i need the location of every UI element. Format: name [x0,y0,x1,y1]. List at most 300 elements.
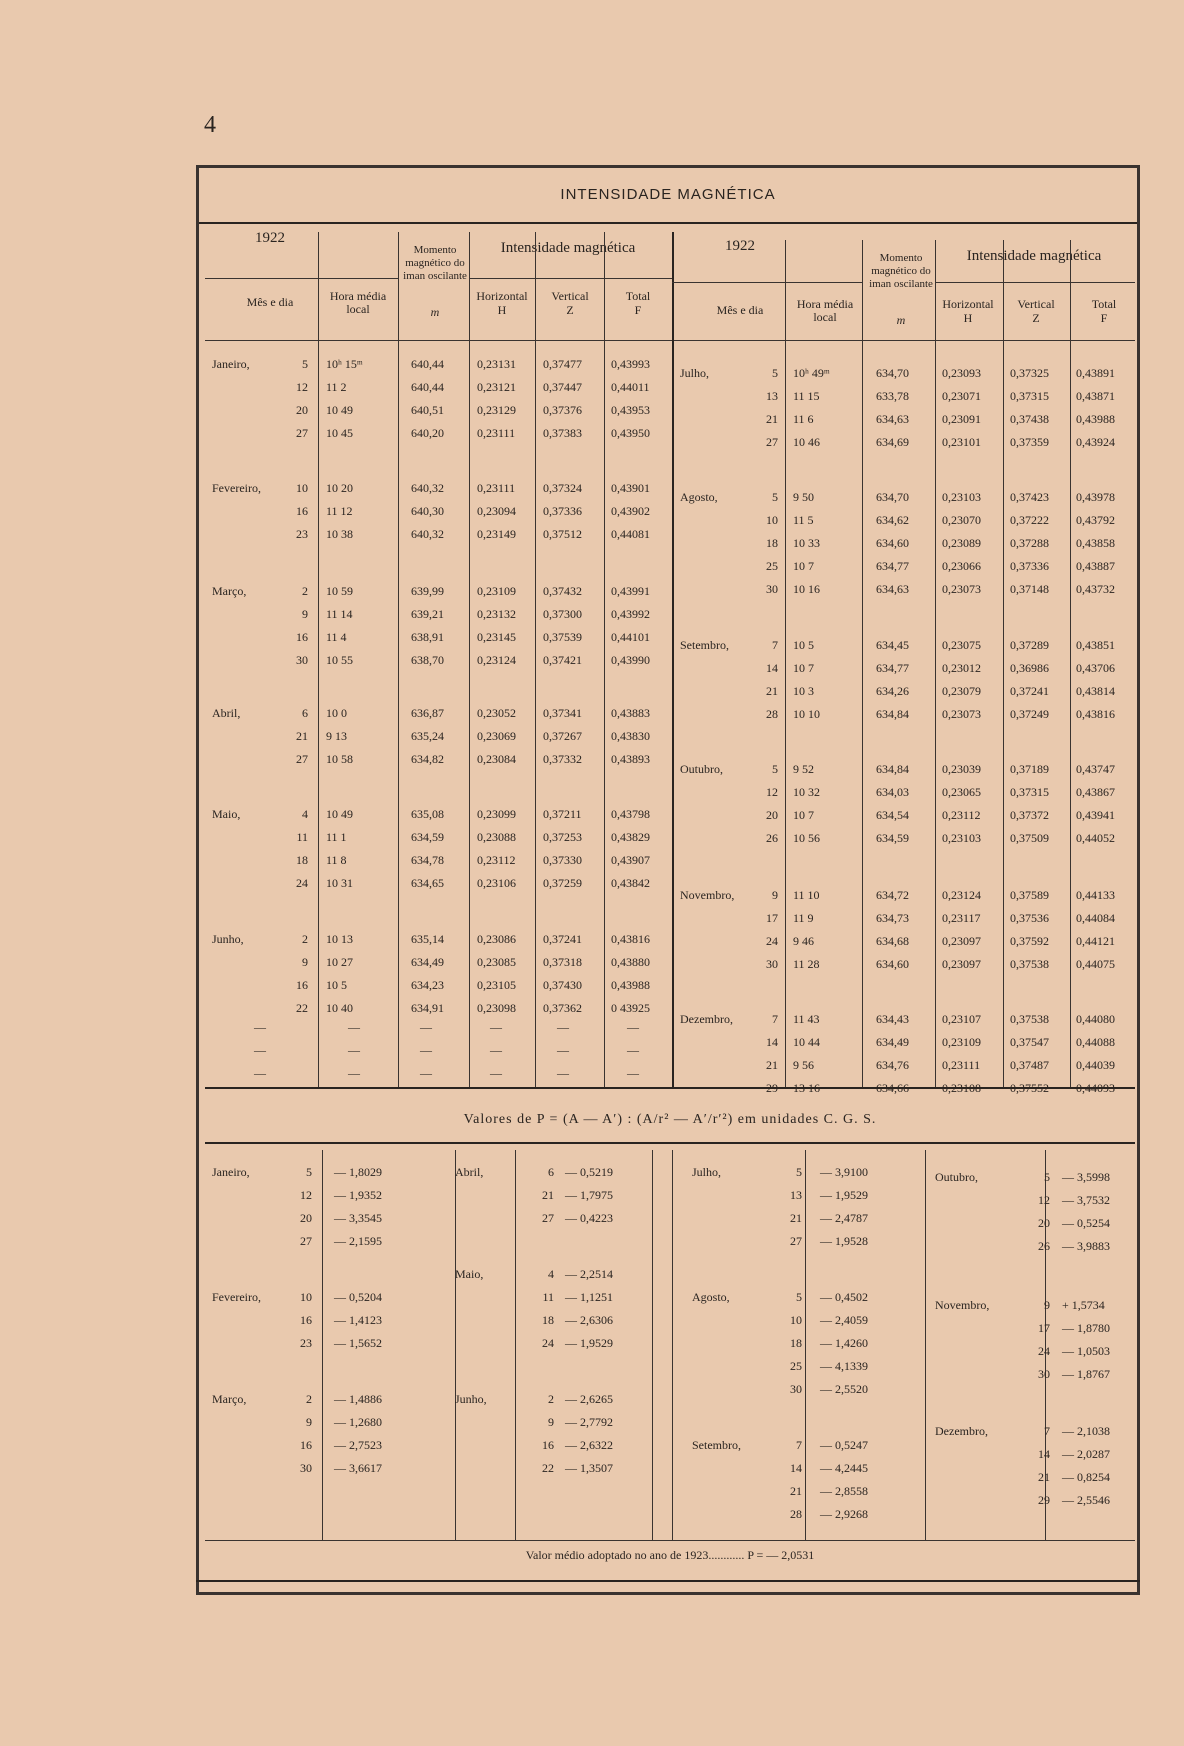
time: 10 38 [326,527,353,541]
h-value: 0,23070 [942,513,981,527]
p-value: — 1,4123 [334,1313,382,1327]
month-label: Dezembro, [680,1012,733,1026]
f-value: 0,44052 [1076,831,1115,845]
p-value: — 3,7532 [1062,1193,1110,1207]
h-value: 0,23132 [477,607,516,621]
day: 20 [296,403,308,417]
f-value: 0,44093 [1076,1081,1115,1095]
f-value: 0,43988 [1076,412,1115,426]
month-label: Julho, [680,366,710,380]
f-value: 0,43893 [611,752,650,766]
time: 10 13 [326,932,353,946]
h-value: 0,23103 [942,831,981,845]
f-value: 0,43993 [611,357,650,371]
f-value: 0,43871 [1076,389,1115,403]
p-value: — 1,9352 [334,1188,382,1202]
z-value: 0,37592 [1010,934,1049,948]
day: 5 [772,490,778,504]
header-momento-sym: m [896,313,906,327]
rule [672,232,674,1087]
p-value: — 2,5520 [820,1382,868,1396]
moment: 638,91 [411,630,444,644]
day: 21 [766,412,778,426]
day: 11 [542,1290,554,1304]
day: 24 [542,1336,554,1350]
formula: Valores de P = (A — A′) : (A/r² — A′/r′²) em unidades C. G. S. [463,1112,877,1127]
moment: 633,78 [876,389,909,403]
z-value: 0,37148 [1010,582,1049,596]
day: 4 [548,1267,554,1281]
z-value: 0,37538 [1010,1012,1049,1026]
z-value: 0,37383 [543,426,582,440]
p-value: + 1,5734 [1062,1298,1105,1312]
z-value: 0,37324 [543,481,582,495]
f-value: 0,44084 [1076,911,1115,925]
h-value: 0,23097 [942,934,981,948]
header-h-sym: H [497,303,507,317]
month-label: Maio, [212,807,241,821]
p-value: — 1,9528 [820,1234,868,1248]
year-label: 1922 [725,238,755,254]
p-value: — 1,8029 [334,1165,382,1179]
h-value: 0,23089 [942,536,981,550]
dash: — [627,1020,639,1034]
time: 10 56 [793,831,820,845]
day: 27 [790,1234,802,1248]
time: 11 4 [326,630,347,644]
day: 21 [766,684,778,698]
time: 10 58 [326,752,353,766]
f-value: 0,43792 [1076,513,1115,527]
f-value: 0,43907 [611,853,650,867]
p-value: — 1,3507 [565,1461,613,1475]
z-value: 0,37189 [1010,762,1049,776]
h-value: 0,23112 [942,808,981,822]
moment: 640,30 [411,504,444,518]
f-value: 0,43902 [611,504,650,518]
dash: — [420,1020,432,1034]
header-vertical: Vertical [1017,297,1055,311]
day: 9 [1044,1298,1050,1312]
day: 13 [766,389,778,403]
p-value: — 1,4260 [820,1336,868,1350]
month-label: Junho, [455,1392,487,1406]
time: 10 31 [326,876,353,890]
page-title: INTENSIDADE MAGNÉTICA [560,186,776,203]
day: 20 [766,808,778,822]
moment: 634,60 [876,957,909,971]
day: 25 [790,1359,802,1373]
p-value: — 0,5204 [334,1290,382,1304]
h-value: 0,23106 [477,876,516,890]
f-value: 0,43924 [1076,435,1115,449]
day: 29 [1038,1493,1050,1507]
dash: — [348,1043,360,1057]
header-intensidade: Intensidade magnética [500,240,636,256]
day: 14 [1038,1447,1050,1461]
f-value: 0,43814 [1076,684,1115,698]
day: 23 [300,1336,312,1350]
p-value: — 0,4502 [820,1290,868,1304]
day: 30 [1038,1367,1050,1381]
rule [604,232,605,1087]
day: 27 [296,752,308,766]
moment: 634,73 [876,911,909,925]
rule [398,232,399,1087]
time: 11 15 [793,389,820,403]
h-value: 0,23108 [942,1081,981,1095]
moment: 634,59 [411,830,444,844]
month-label: Fevereiro, [212,1290,261,1304]
h-value: 0,23088 [477,830,516,844]
p-value: — 2,2514 [565,1267,613,1281]
moment: 635,08 [411,807,444,821]
day: 16 [300,1438,312,1452]
time: 9 13 [326,729,347,743]
header-intensidade: Intensidade magnética [966,248,1102,264]
day: 20 [1038,1216,1050,1230]
h-value: 0,23124 [477,653,516,667]
moment: 634,77 [876,661,909,675]
f-value: 0,43829 [611,830,650,844]
p-value: — 2,0287 [1062,1447,1110,1461]
h-value: 0,23079 [942,684,981,698]
moment: 634,23 [411,978,444,992]
p-value: — 0,5247 [820,1438,868,1452]
p-value: — 1,4886 [334,1392,382,1406]
day: 12 [1038,1193,1050,1207]
rule [515,1150,516,1540]
p-value: — 1,8767 [1062,1367,1110,1381]
p-value: — 0,5219 [565,1165,613,1179]
day: 9 [302,607,308,621]
header-z-sym: Z [1032,311,1040,325]
time: 11 9 [793,911,814,925]
p-value: — 1,0503 [1062,1344,1110,1358]
h-value: 0,23052 [477,706,516,720]
f-value: 0,43798 [611,807,650,821]
day: 23 [296,527,308,541]
dash: — [557,1043,569,1057]
time: 10 5 [326,978,347,992]
month-label: Março, [212,584,247,598]
rule [469,278,672,279]
day: 5 [772,762,778,776]
h-value: 0,23131 [477,357,516,371]
z-value: 0,37325 [1010,366,1049,380]
p-value: — 2,6306 [565,1313,613,1327]
h-value: 0,23097 [942,957,981,971]
header-momento: Momento magnético do iman oscilante [869,252,933,290]
header-horizontal: Horizontal [942,297,994,311]
rule [652,1150,653,1540]
f-value: 0 43925 [611,1001,650,1015]
header-total: Total [1091,297,1117,311]
day: 30 [300,1461,312,1475]
time: 10 32 [793,785,820,799]
day: 26 [766,831,778,845]
day: 14 [766,661,778,675]
dash: — [490,1066,502,1080]
z-value: 0,37423 [1010,490,1049,504]
day: 17 [766,911,778,925]
h-value: 0,23121 [477,380,516,394]
day: 17 [1038,1321,1050,1335]
h-value: 0,23111 [477,481,516,495]
z-value: 0,37259 [543,876,582,890]
header-f-sym: F [634,303,642,317]
f-value: 0,43978 [1076,490,1115,504]
day: 27 [542,1211,554,1225]
z-value: 0,37430 [543,978,582,992]
time: 11 43 [793,1012,820,1026]
p-value: — 2,5546 [1062,1493,1110,1507]
h-value: 0,23073 [942,582,981,596]
time: 10 49 [326,807,353,821]
day: 30 [766,957,778,971]
day: 16 [296,504,308,518]
month-label: Maio, [455,1267,484,1281]
rule [205,1540,1135,1541]
month-label: Abril, [212,706,241,720]
h-value: 0,23111 [477,426,516,440]
z-value: 0,37539 [543,630,582,644]
rule [805,1150,806,1540]
z-value: 0,37241 [543,932,582,946]
z-value: 0,37421 [543,653,582,667]
f-value: 0,43941 [1076,808,1115,822]
moment: 634,78 [411,853,444,867]
z-value: 0,37332 [543,752,582,766]
day: 30 [766,582,778,596]
h-value: 0,23065 [942,785,981,799]
day: 21 [1038,1470,1050,1484]
month-label: Novembro, [935,1298,990,1312]
rule [935,240,936,1087]
moment: 634,72 [876,888,909,902]
h-value: 0,23099 [477,807,516,821]
f-value: 0,43901 [611,481,650,495]
time: 10 7 [793,808,814,822]
header-vertical: Vertical [551,289,589,303]
rule [322,1150,323,1540]
time: 10 20 [326,481,353,495]
rule [205,278,398,279]
day: 12 [766,785,778,799]
dash: — [254,1020,266,1034]
z-value: 0,37222 [1010,513,1049,527]
time: 10ʰ 15ᵐ [326,357,363,371]
header-horizontal: Horizontal [476,289,528,303]
rule [935,282,1135,283]
h-value: 0,23149 [477,527,516,541]
time: 10 46 [793,435,820,449]
f-value: 0,43851 [1076,638,1115,652]
h-value: 0,23101 [942,435,981,449]
time: 11 2 [326,380,347,394]
f-value: 0,43816 [1076,707,1115,721]
month-label: Setembro, [680,638,729,652]
day: 22 [296,1001,308,1015]
rule [785,240,786,1087]
time: 11 1 [326,830,347,844]
day: 5 [796,1290,802,1304]
day: 9 [302,955,308,969]
rule [318,232,319,1087]
p-value: — 2,1038 [1062,1424,1110,1438]
time: 11 5 [793,513,814,527]
month-label: Julho, [692,1165,722,1179]
day: 21 [766,1058,778,1072]
dash: — [627,1043,639,1057]
day: 25 [766,559,778,573]
z-value: 0,37289 [1010,638,1049,652]
day: 18 [766,536,778,550]
day: 21 [790,1211,802,1225]
moment: 634,63 [876,582,909,596]
month-label: Outubro, [935,1170,978,1184]
moment: 634,84 [876,707,909,721]
f-value: 0,43880 [611,955,650,969]
h-value: 0,23124 [942,888,981,902]
rule [672,1150,673,1540]
z-value: 0,37509 [1010,831,1049,845]
p-value: — 2,7792 [565,1415,613,1429]
h-value: 0,23129 [477,403,516,417]
z-value: 0,37253 [543,830,582,844]
rule [205,340,1135,341]
header-momento: Momento magnético do iman oscilante [403,244,467,282]
z-value: 0,37241 [1010,684,1049,698]
p-value: — 1,2680 [334,1415,382,1429]
time: 9 46 [793,934,814,948]
h-value: 0,23086 [477,932,516,946]
z-value: 0,37432 [543,584,582,598]
time: 11 6 [793,412,814,426]
z-value: 0,37249 [1010,707,1049,721]
time: 10 3 [793,684,814,698]
header-h-sym: H [963,311,973,325]
moment: 634,62 [876,513,909,527]
p-value: — 3,6617 [334,1461,382,1475]
f-value: 0,44075 [1076,957,1115,971]
h-value: 0,23091 [942,412,981,426]
z-value: 0,37487 [1010,1058,1049,1072]
month-label: Agosto, [692,1290,730,1304]
day: 16 [542,1438,554,1452]
day: 21 [542,1188,554,1202]
z-value: 0,37318 [543,955,582,969]
month-label: Novembro, [680,888,735,902]
p-value: — 4,1339 [820,1359,868,1373]
moment: 634,63 [876,412,909,426]
month-label: Março, [212,1392,247,1406]
h-value: 0,23085 [477,955,516,969]
day: 5 [306,1165,312,1179]
day: 24 [296,876,308,890]
day: 9 [772,888,778,902]
rule [535,232,536,1087]
moment: 640,32 [411,481,444,495]
h-value: 0,23098 [477,1001,516,1015]
dash: — [254,1066,266,1080]
f-value: 0,43891 [1076,366,1115,380]
day: 6 [302,706,308,720]
z-value: 0,37547 [1010,1035,1049,1049]
day: 30 [296,653,308,667]
p-value: — 1,9529 [820,1188,868,1202]
header-mes-dia: Mês e dia [716,303,764,317]
dash: — [557,1066,569,1080]
p-value: — 2,4059 [820,1313,868,1327]
f-value: 0,44080 [1076,1012,1115,1026]
p-value: — 1,9529 [565,1336,613,1350]
header-hora: Hora média local [329,289,387,316]
h-value: 0,23109 [942,1035,981,1049]
time: 10 33 [793,536,820,550]
time: 10 59 [326,584,353,598]
rule [205,1087,1135,1089]
p-value: — 0,4223 [565,1211,613,1225]
p-value: — 0,8254 [1062,1470,1110,1484]
p-value: — 1,1251 [565,1290,613,1304]
f-value: 0,44101 [611,630,650,644]
month-label: Janeiro, [212,1165,250,1179]
dash: — [254,1043,266,1057]
z-value: 0,37288 [1010,536,1049,550]
day: 7 [772,638,778,652]
day: 7 [1044,1424,1050,1438]
moment: 634,45 [876,638,909,652]
moment: 634,69 [876,435,909,449]
z-value: 0,37552 [1010,1081,1049,1095]
time: 10ʰ 49ᵐ [793,366,830,380]
z-value: 0,37341 [543,706,582,720]
z-value: 0,37538 [1010,957,1049,971]
time: 11 10 [793,888,820,902]
moment: 640,51 [411,403,444,417]
p-value: — 4,2445 [820,1461,868,1475]
day: 2 [302,584,308,598]
time: 10 45 [326,426,353,440]
p-value: — 2,7523 [334,1438,382,1452]
f-value: 0,43991 [611,584,650,598]
f-value: 0,43990 [611,653,650,667]
day: 28 [766,707,778,721]
day: 9 [306,1415,312,1429]
h-value: 0,23012 [942,661,981,675]
moment: 634,49 [411,955,444,969]
moment: 634,82 [411,752,444,766]
f-value: 0,43830 [611,729,650,743]
time: 13 16 [793,1081,820,1095]
day: 27 [296,426,308,440]
p-value: — 1,5652 [334,1336,382,1350]
day: 20 [300,1211,312,1225]
day: 4 [302,807,308,821]
moment: 634,54 [876,808,909,822]
p-value: — 2,4787 [820,1211,868,1225]
day: 16 [296,978,308,992]
dash: — [557,1020,569,1034]
rule [1003,240,1004,1087]
z-value: 0,37512 [543,527,582,541]
month-label: Agosto, [680,490,718,504]
time: 9 56 [793,1058,814,1072]
z-value: 0,37211 [543,807,582,821]
moment: 639,99 [411,584,444,598]
moment: 634,03 [876,785,909,799]
